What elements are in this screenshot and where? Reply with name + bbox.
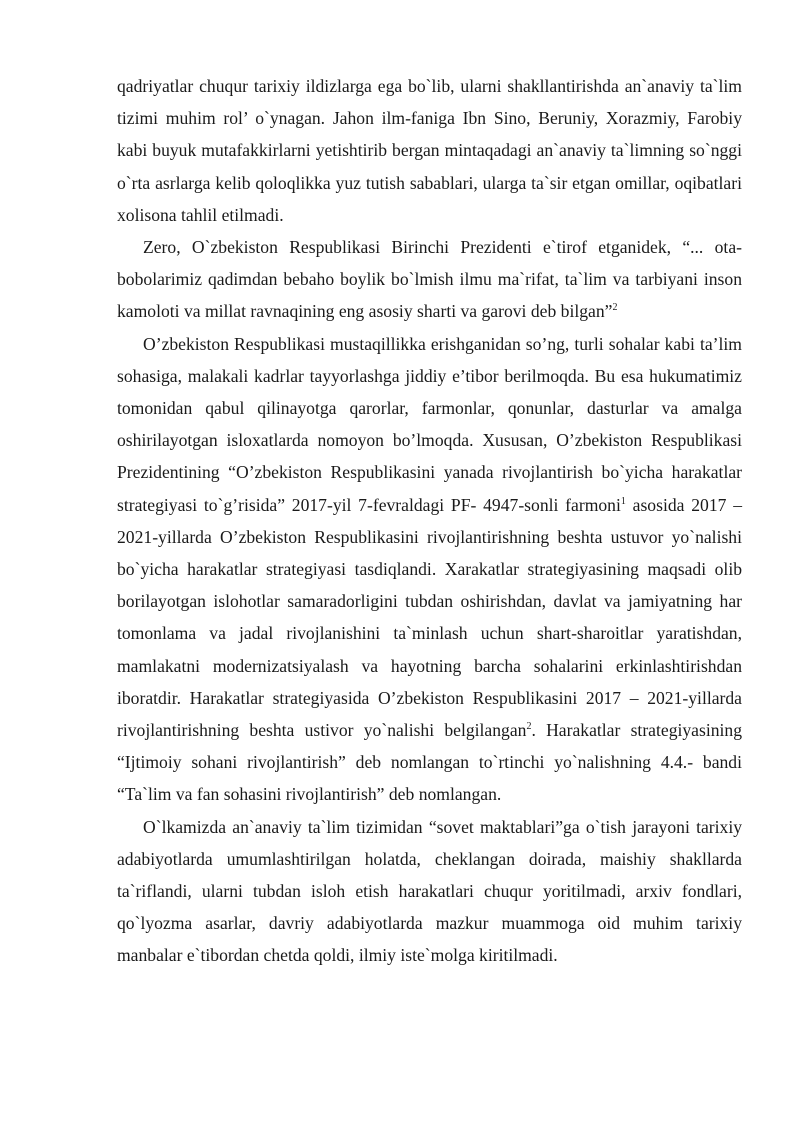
paragraph-2: [117, 231, 742, 328]
paragraph-text: . Harakatlar strategiyasining “Ijtimoiy sohani rivojlantirish” deb nomlangan to`rtinchi yo`nalishning 4.4.- bandi “Ta`lim va fan sohasini rivojlantirish” deb nomlangan.: [117, 720, 742, 805]
paragraph-text: O’zbekiston Respublikasi mustaqillikka erishganidan so’ng, turli sohalar kabi ta’lim sohasiga, malakali kadrlar tayyorlashga jiddiy e’tibor berilmoqda. Bu esa hukumatimiz tomonidan qabul qilinayotga qarorlar, farmonlar, qonunlar, dasturlar va amalga oshirilayotgan isloxatlarda nomoyon bo’lmoqda. Xususan, O’zbekiston Respublikasi Prezidentining “O’zbekiston Respublikasini yanada rivojlantirish bo`yicha harakatlar strategiyasi to`g’risida” 2017-yil 7-fevraldagi PF- 4947-sonli farmoni: [117, 333, 742, 515]
paragraph-text: asosida 2017 – 2021-yillarda O’zbekiston Respublikasini rivojlantirishning beshta ustuvor yo`nalishi bo`yicha harakatlar strategiyasi tasdiqlandi. Xarakatlar strategiyasining maqsadi olib borilayotgan islohotlar samaradorligini tubdan oshirishdan, davlat va jamiyatning har tomonlama va jadal rivojlanishini ta`minlash uchun shart-sharoitlar yaratishdan, mamlakatni modernizatsiyalash va hayotning barcha sohalarini erkinlashtirishdan iboratdir. Harakatlar strategiyasida O’zbekiston Respublikasini 2017 – 2021-yillarda rivojlantirishning beshta ustivor yo`nalishi belgilangan: [117, 494, 742, 741]
footnote-marker: 2: [526, 721, 532, 733]
footnote-marker: 2: [612, 302, 618, 314]
paragraph-3: [117, 328, 742, 811]
footnote-marker: 1: [620, 495, 626, 507]
document-page: [117, 70, 742, 972]
paragraph-text: qadriyatlar chuqur tarixiy ildizlarga ega bo`lib, ularni shakllantirishda an`anaviy ta`lim tizimi muhim rol’ o`ynagan. Jahon ilm-faniga Ibn Sino, Beruniy, Xorazmiy, Farobiy kabi buyuk mutafakkirlarni yetishtirib bergan mintaqadagi an`anaviy ta`limning so`nggi o`rta asrlarga kelib qoloqlikka yuz tutish sabablari, ularga ta`sir etgan omillar, oqibatlari xolisona tahlil etilmadi.: [117, 76, 742, 225]
paragraph-text: Zero, O`zbekiston Respublikasi Birinchi Prezidenti e`tirof etganidek, “... ota-bobolarimiz qadimdan bebaho boylik bo`lmish ilmu ma`rifat, ta`lim va tarbiyani inson kamoloti va millat ravnaqining eng asosiy sharti va garovi deb bilgan”: [117, 237, 742, 322]
paragraph-text: O`lkamizda an`anaviy ta`lim tizimidan “sovet maktablari”ga o`tish jarayoni tarixiy adabiyotlarda umumlashtirilgan holatda, cheklangan doirada, maishiy shakllarda ta`riflandi, ularni tubdan isloh etish harakatlari chuqur yoritilmadi, arxiv fondlari, qo`lyozma asarlar, davriy adabiyotlarda mazkur muammoga oid muhim tarixiy manbalar e`tibordan chetda qoldi, ilmiy iste`molga kiritilmadi.: [117, 816, 742, 966]
paragraph-4: [117, 811, 742, 972]
paragraph-1: [117, 70, 742, 231]
